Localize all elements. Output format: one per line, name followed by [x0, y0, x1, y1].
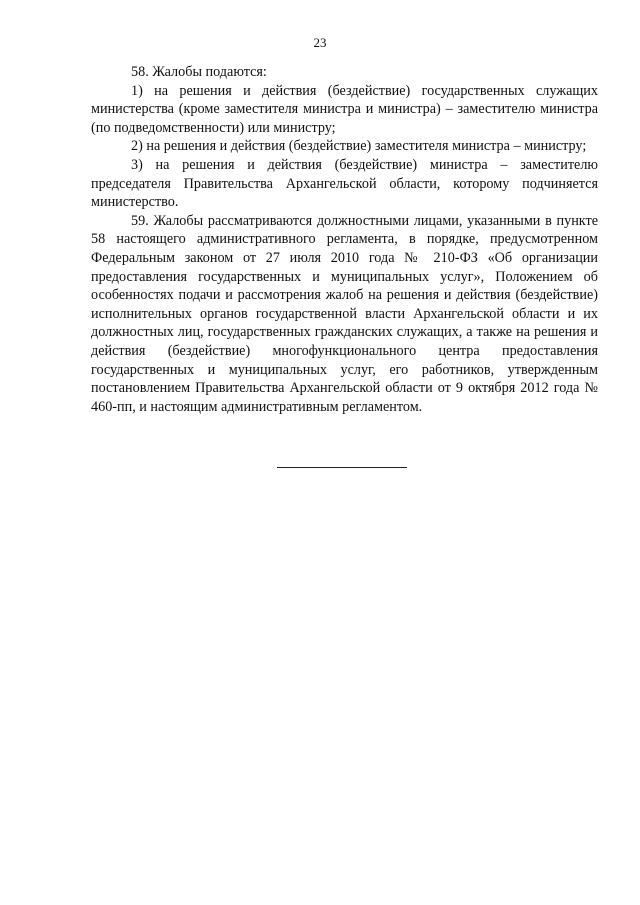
end-separator-line	[277, 467, 407, 468]
paragraph-58-item-1: 1) на решения и действия (бездействие) государственных служащих министерства (кроме заместителя министра и министра) – заместителю министра (по подведомственности) или министру;	[91, 82, 598, 136]
page-number: 23	[313, 35, 327, 50]
paragraph-59: 59. Жалобы рассматриваются должностными лицами, указанными в пункте 58 настоящего административного регламента, в порядке, предусмотренном Федеральным законом от 27 июля 2010 года № 210-ФЗ «Об организации предоставления государственных и муниципальных услуг», Положением об особенностях подачи и рассмотрения жалоб на решения и действия (бездействие) исполнительных органов государственной власти Архангельской области и их должностных лиц, государственных гражданских служащих, а также на решения и действия (бездействие) многофункционального центра предоставления государственных и муниципальных услуг, его работников, утвержденным постановлением Правительства Архангельской области от 9 октября 2012 года № 460-пп, и настоящим административным регламентом.	[91, 212, 598, 415]
paragraph-58-item-3: 3) на решения и действия (бездействие) министра – заместителю председателя Правительства Архангельской области, которому подчиняется министерство.	[91, 156, 598, 211]
document-body	[91, 63, 598, 416]
paragraph-58-heading: 58. Жалобы подаются:	[131, 64, 267, 80]
paragraph-58-item-2: 2) на решения и действия (бездействие) заместителя министра – министру;	[131, 138, 587, 155]
